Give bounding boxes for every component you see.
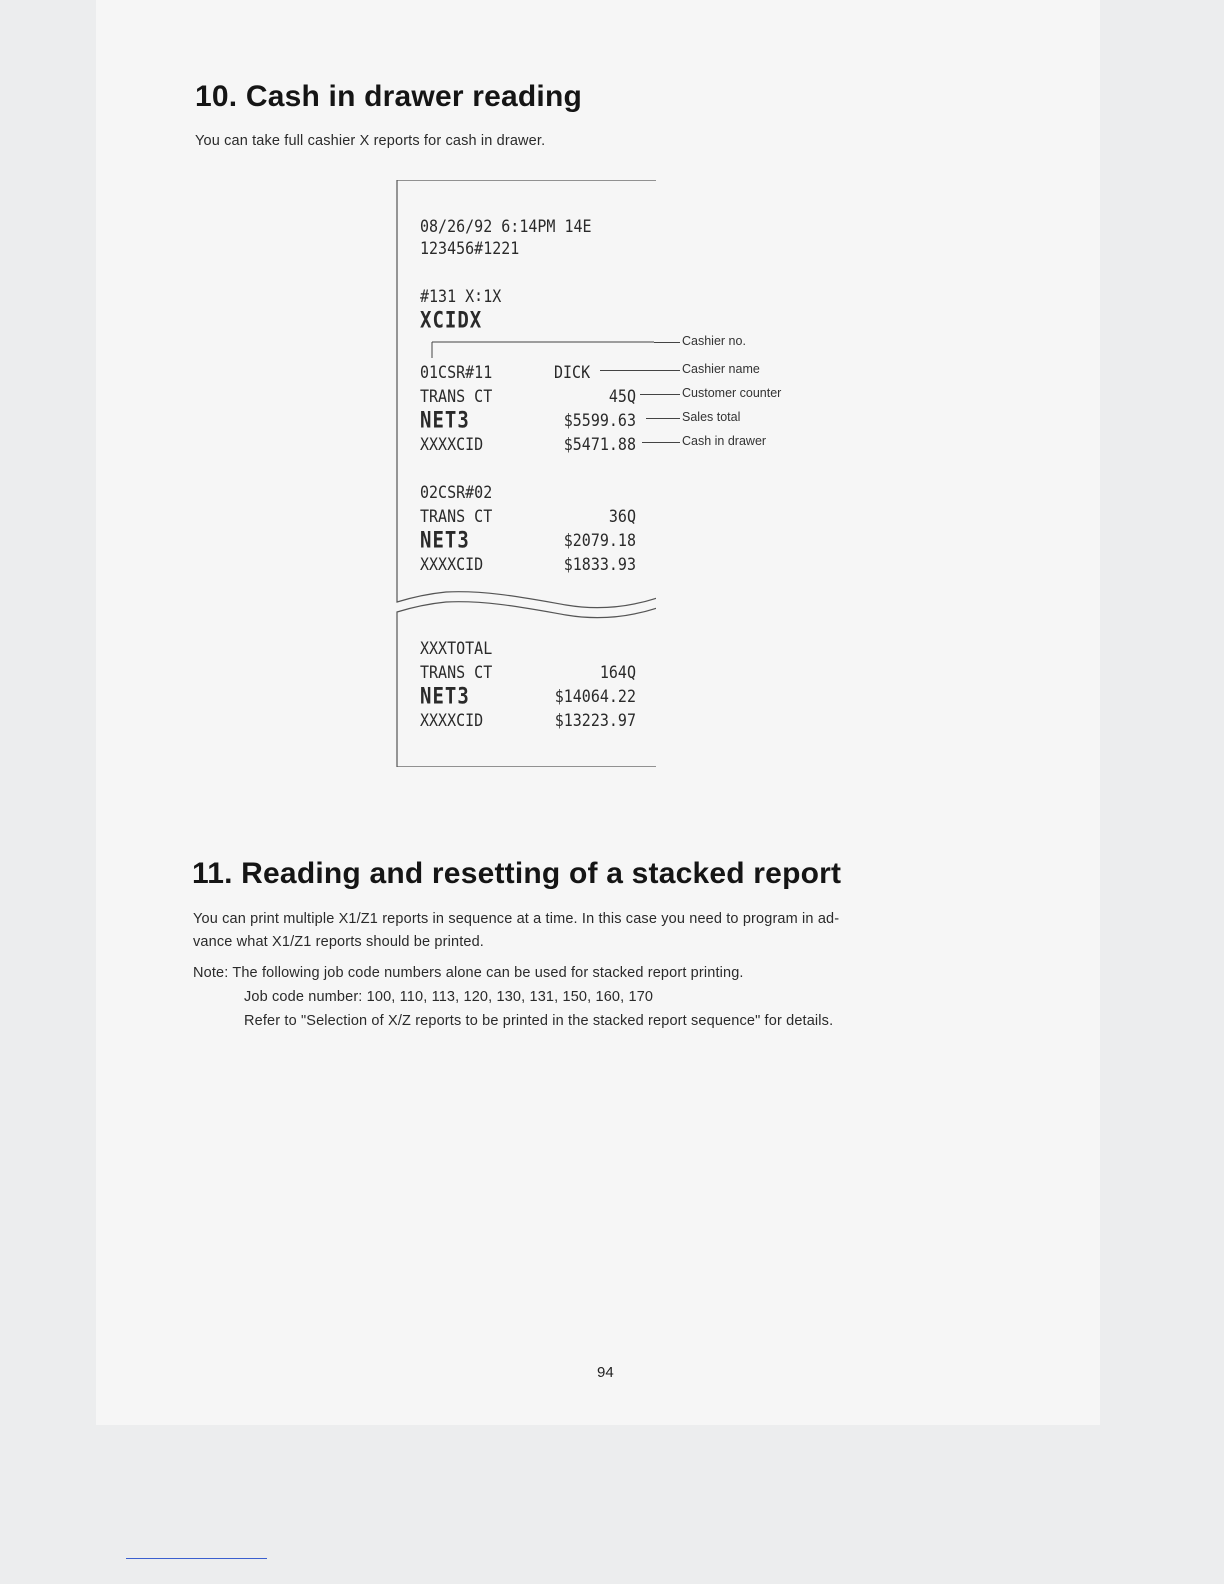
cashier-1-cid-value: $5471.88	[563, 434, 636, 455]
total-trans-label: TRANS CT	[420, 662, 493, 683]
cashier-1-name: DICK	[554, 362, 591, 383]
cashier-2-cid-label: XXXXCID	[420, 554, 484, 575]
cashier-1-cid-label: XXXXCID	[420, 434, 484, 455]
cashier-2-net-label: NET3	[420, 528, 470, 554]
total-trans-value: 164Q	[599, 662, 636, 683]
cashier-2-id: 02CSR#02	[420, 482, 493, 503]
total-title: XXXTOTAL	[420, 638, 493, 659]
cashier-2-trans-label: TRANS CT	[420, 506, 493, 527]
page-number: 94	[597, 1364, 614, 1381]
cashier-2-net-value: $2079.18	[563, 530, 636, 551]
leader-cash-in-drawer	[642, 442, 680, 443]
cashier-1-net-label: NET3	[420, 408, 470, 434]
leader-sales-total	[646, 418, 680, 419]
note-job-codes: Job code number: 100, 110, 113, 120, 130, 131, 150, 160, 170	[244, 989, 654, 1005]
cashier-1-trans-value: 45Q	[608, 386, 636, 407]
receipt-date-time: 08/26/92 6:14PM 14E	[420, 216, 592, 237]
footer-rule	[126, 1558, 267, 1559]
leader-cashier-name	[600, 370, 680, 371]
cashier-2-cid-value: $1833.93	[563, 554, 636, 575]
cashier-1-net-value: $5599.63	[563, 410, 636, 431]
callout-cash-in-drawer: Cash in drawer	[682, 434, 767, 448]
section-11-heading: 11. Reading and resetting of a stacked report	[192, 857, 842, 890]
section-11-paragraph-line-2: vance what X1/Z1 reports should be printed.	[193, 934, 484, 950]
callout-sales-total: Sales total	[682, 410, 741, 424]
total-cid-label: XXXXCID	[420, 710, 484, 731]
total-cid-value: $13223.97	[554, 710, 636, 731]
receipt-cid-title: XCIDX	[420, 308, 483, 334]
leader-cashier-no	[654, 342, 680, 343]
total-net-value: $14064.22	[554, 686, 636, 707]
note-line-1: Note: The following job code numbers alone can be used for stacked report printing.	[193, 965, 744, 981]
cashier-1-trans-label: TRANS CT	[420, 386, 493, 407]
section-11-paragraph-line-1: You can print multiple X1/Z1 reports in sequence at a time. In this case you need to program in ad-	[193, 911, 840, 927]
section-10-intro: You can take full cashier X reports for cash in drawer.	[195, 133, 546, 149]
leader-customer-counter	[640, 394, 680, 395]
callout-customer-counter: Customer counter	[682, 386, 782, 400]
total-net-label: NET3	[420, 684, 470, 710]
callout-cashier-name: Cashier name	[682, 362, 760, 376]
receipt-illustration	[396, 180, 656, 767]
section-10-heading: 10. Cash in drawer reading	[195, 80, 582, 113]
cashier-1-id: 01CSR#11	[420, 362, 493, 383]
receipt-machine-number: 123456#1221	[420, 238, 520, 259]
note-reference: Refer to "Selection of X/Z reports to be printed in the stacked report sequence" for details.	[244, 1013, 834, 1029]
callout-cashier-no: Cashier no.	[682, 334, 746, 348]
receipt-job-code: #131 X∶1X	[420, 286, 502, 307]
cashier-2-trans-value: 36Q	[608, 506, 636, 527]
